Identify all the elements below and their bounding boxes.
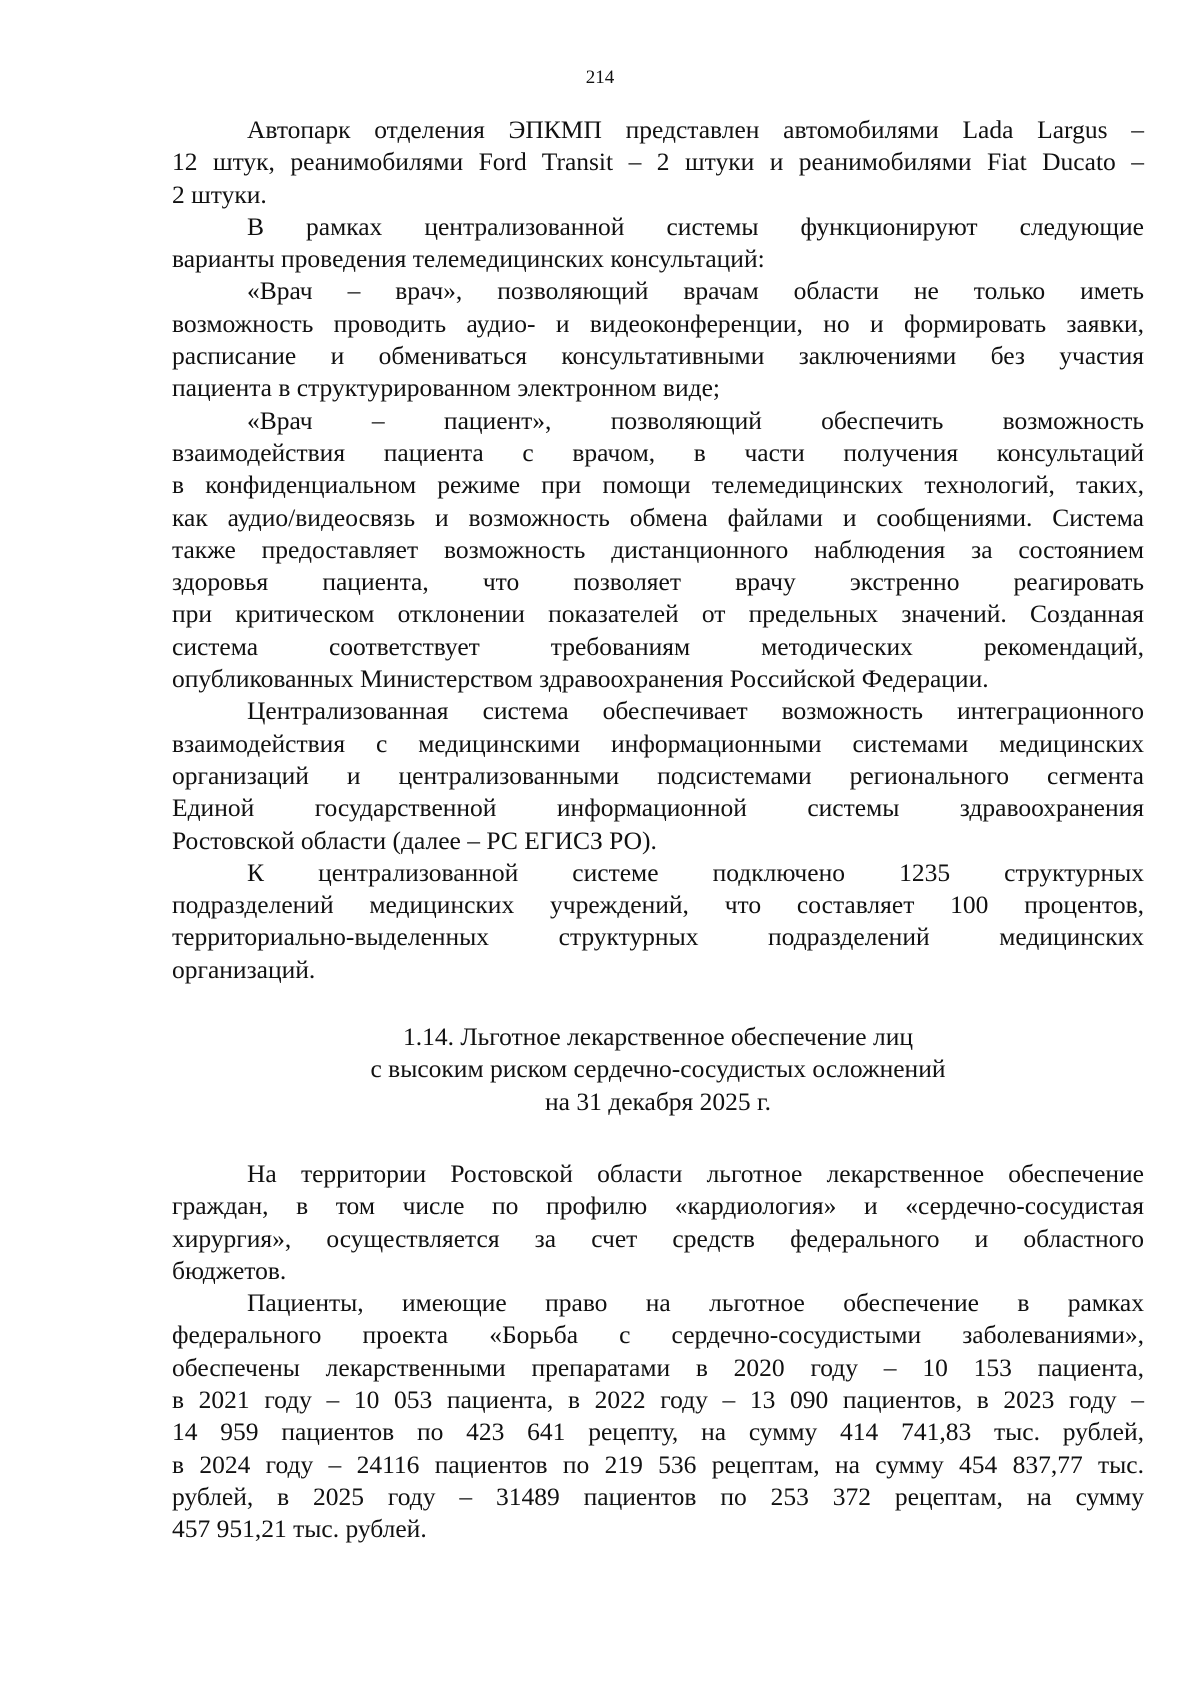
section-heading bbox=[172, 1021, 1144, 1118]
heading-line: 1.14. Льготное лекарственное обеспечение лиц bbox=[402, 1022, 914, 1051]
section-text bbox=[172, 1158, 1144, 1546]
text-line: опубликованных Министерством здравоохранения Российской Федерации. bbox=[172, 664, 989, 694]
text-line: К централизованной системе подключено 1235 структурных bbox=[247, 857, 1144, 887]
text-line: На территории Ростовской области льготное лекарственное обеспечение bbox=[247, 1159, 1144, 1188]
paragraph-patients-stats bbox=[172, 1287, 1144, 1545]
text-line: расписание и обмениваться консультативными заключениями без участия bbox=[172, 341, 1144, 371]
text-line: Ростовской области (далее – РС ЕГИСЗ РО). bbox=[172, 825, 657, 855]
text-line: 2 штуки. bbox=[172, 179, 267, 209]
text-line: «Врач – пациент», позволяющий обеспечить возможность bbox=[247, 405, 1144, 435]
paragraph-integration bbox=[172, 695, 1144, 856]
text-line: В рамках централизованной системы функционируют следующие bbox=[247, 211, 1144, 241]
paragraph-funding bbox=[172, 1158, 1144, 1287]
text-line: взаимодействия с медицинскими информационными системами медицинских bbox=[172, 728, 1144, 758]
text-line: территориально-выделенных структурных подразделений медицинских bbox=[172, 922, 1144, 952]
paragraph-fleet bbox=[172, 114, 1144, 211]
text-line: 14 959 пациентов по 423 641 рецепту, на сумму 414 741,83 тыс. рублей, bbox=[172, 1417, 1144, 1447]
page-number: 214 bbox=[585, 67, 615, 88]
text-line: в 2021 году – 10 053 пациента, в 2022 году – 13 090 пациентов, в 2023 году – bbox=[172, 1385, 1144, 1415]
text-line: обеспечены лекарственными препаратами в 2020 году – 10 153 пациента, bbox=[172, 1352, 1144, 1382]
text-line: бюджетов. bbox=[172, 1255, 287, 1285]
text-line: подразделений медицинских учреждений, что составляет 100 процентов, bbox=[172, 890, 1144, 920]
heading-line: на 31 декабря 2025 г. bbox=[545, 1086, 771, 1116]
text-line: Автопарк отделения ЭПКМП представлен автомобилями Lada Largus – bbox=[247, 115, 1144, 144]
text-line: рублей, в 2025 году – 31489 пациентов по 253 372 рецептам, на сумму bbox=[172, 1481, 1144, 1511]
text-line: взаимодействия пациента с врачом, в части получения консультаций bbox=[172, 437, 1144, 467]
text-line: Единой государственной информационной системы здравоохранения bbox=[172, 793, 1144, 823]
text-line: в конфиденциальном режиме при помощи телемедицинских технологий, таких, bbox=[172, 470, 1144, 500]
text-line: федерального проекта «Борьба с сердечно-сосудистыми заболеваниями», bbox=[172, 1320, 1144, 1350]
text-line: пациента в структурированном электронном виде; bbox=[172, 373, 720, 403]
text-line: при критическом отклонении показателей от предельных значений. Созданная bbox=[172, 599, 1144, 629]
text-line: также предоставляет возможность дистанционного наблюдения за состоянием bbox=[172, 534, 1144, 564]
text-line: здоровья пациента, что позволяет врачу экстренно реагировать bbox=[172, 567, 1144, 597]
text-line: Централизованная система обеспечивает возможность интеграционного bbox=[247, 696, 1144, 726]
heading-line: с высоким риском сердечно-сосудистых осложнений bbox=[370, 1054, 946, 1084]
text-line: граждан, в том числе по профилю «кардиология» и «сердечно-сосудистая bbox=[172, 1191, 1144, 1221]
text-line: как аудио/видеосвязь и возможность обмена файлами и сообщениями. Система bbox=[172, 502, 1144, 532]
text-line: варианты проведения телемедицинских консультаций: bbox=[172, 244, 765, 274]
main-text bbox=[172, 114, 1144, 986]
paragraph-connected-units bbox=[172, 857, 1144, 986]
text-line: 457 951,21 тыс. рублей. bbox=[172, 1514, 427, 1544]
paragraph-doctor-doctor bbox=[172, 275, 1144, 404]
text-line: возможность проводить аудио- и видеоконференции, но и формировать заявки, bbox=[172, 308, 1144, 338]
text-line: организаций. bbox=[172, 954, 316, 984]
paragraph-doctor-patient bbox=[172, 405, 1144, 696]
text-line: «Врач – врач», позволяющий врачам области не только иметь bbox=[247, 276, 1144, 306]
text-line: в 2024 году – 24116 пациентов по 219 536 рецептам, на сумму 454 837,77 тыс. bbox=[172, 1449, 1144, 1479]
text-line: Пациенты, имеющие право на льготное обеспечение в рамках bbox=[247, 1288, 1144, 1318]
text-line: организаций и централизованными подсистемами регионального сегмента bbox=[172, 760, 1144, 790]
paragraph-telemed-variants bbox=[172, 211, 1144, 276]
text-line: система соответствует требованиям методических рекомендаций, bbox=[172, 631, 1144, 661]
text-line: 12 штук, реанимобилями Ford Transit – 2 штуки и реанимобилями Fiat Ducato – bbox=[172, 147, 1144, 177]
text-line: хирургия», осуществляется за счет средств федерального и областного bbox=[172, 1223, 1144, 1253]
